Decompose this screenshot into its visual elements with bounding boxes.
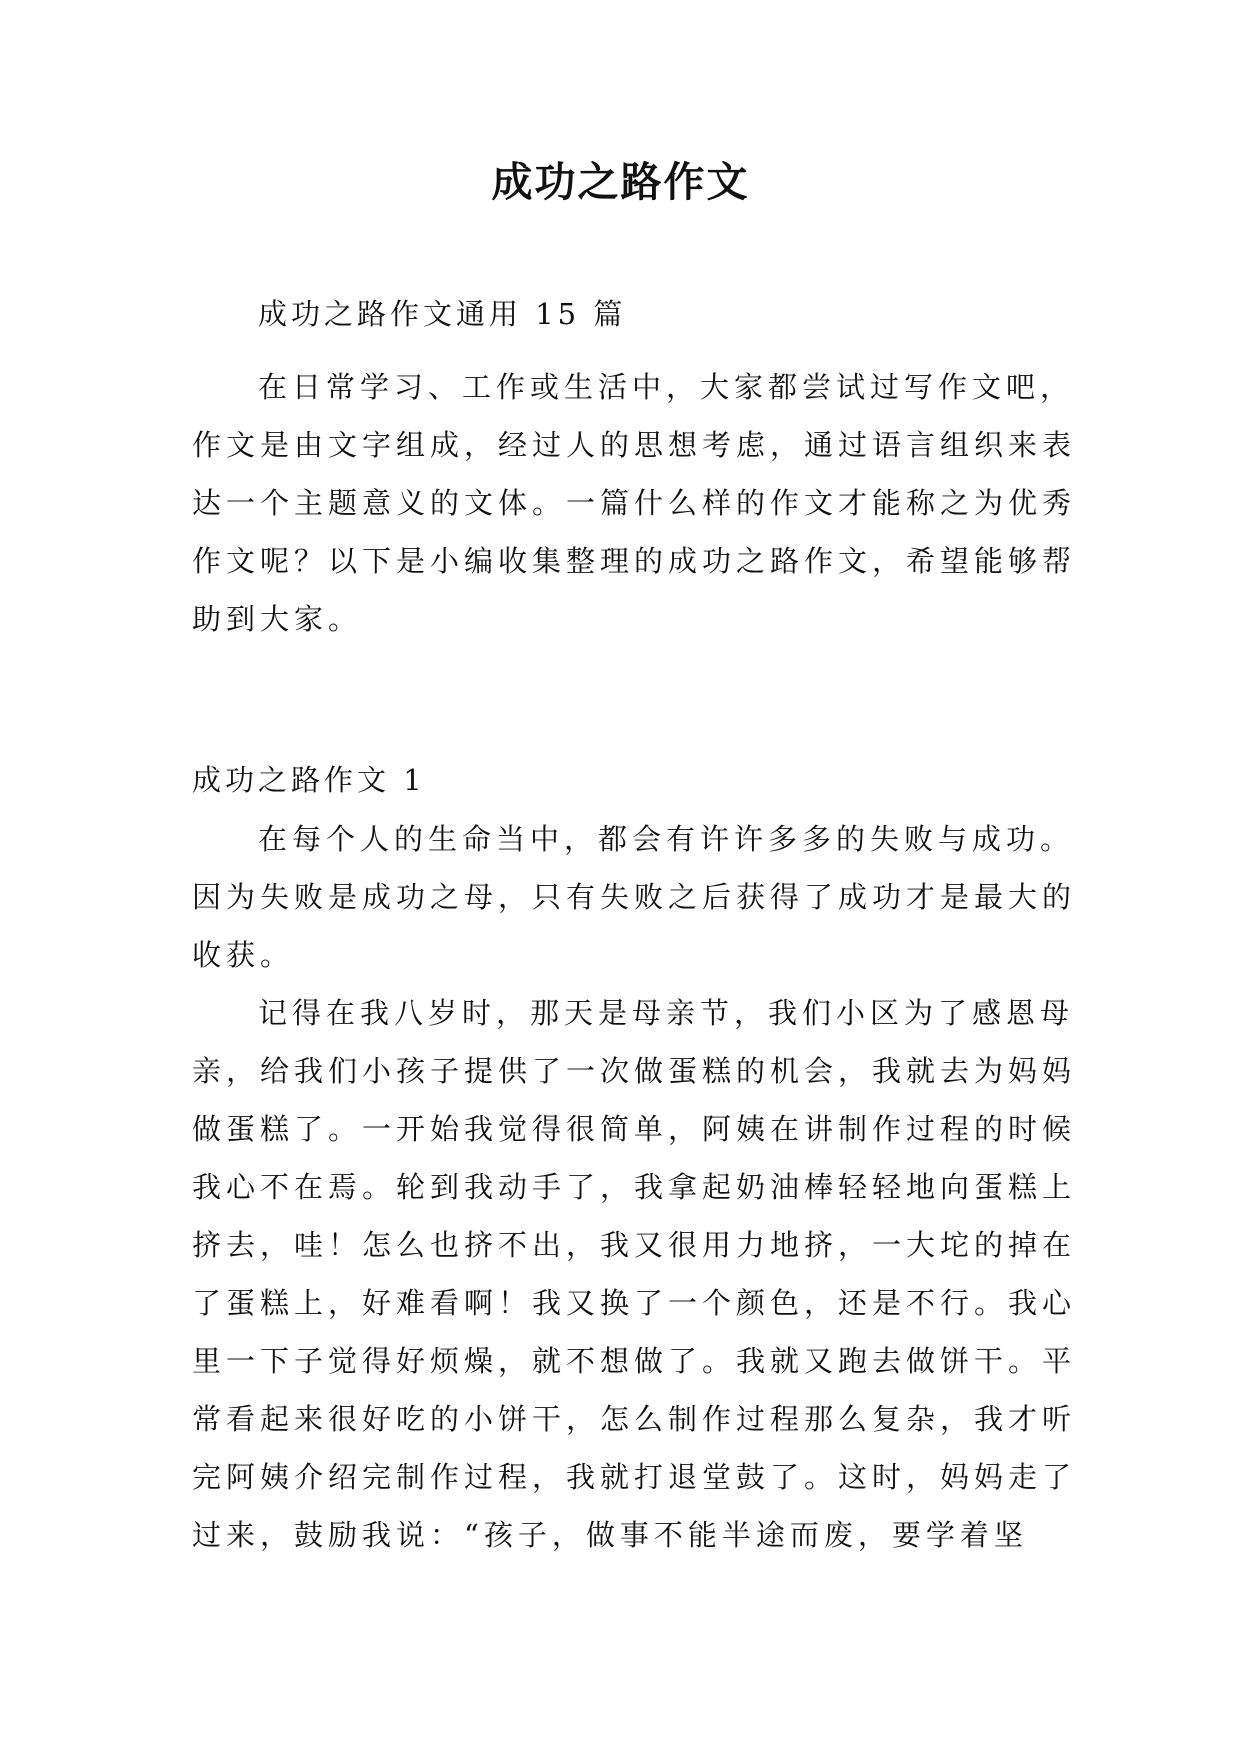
paragraph-line: 亲，给我们小孩子提供了一次做蛋糕的机会，我就去为妈妈 xyxy=(192,1054,1077,1088)
paragraph-line: 记得在我八岁时，那天是母亲节，我们小区为了感恩母 xyxy=(258,996,1075,1030)
intro-line: 达一个主题意义的文体。一篇什么样的作文才能称之为优秀 xyxy=(192,486,1077,520)
document-title: 成功之路作文 xyxy=(491,158,750,206)
paragraph-line: 了蛋糕上，好难看啊！我又换了一个颜色，还是不行。我心 xyxy=(192,1286,1077,1320)
document-subtitle: 成功之路作文通用 15 篇 xyxy=(258,297,627,331)
paragraph-line: 过来，鼓励我说：“孩子，做事不能半途而废，要学着坚 xyxy=(192,1518,1028,1552)
intro-line: 作文是由文字组成，经过人的思想考虑，通过语言组织来表 xyxy=(192,428,1077,462)
section-heading: 成功之路作文 1 xyxy=(192,763,426,797)
section1-paragraph-2 xyxy=(192,984,1077,1564)
intro-line: 助到大家。 xyxy=(192,602,363,636)
paragraph-line: 因为失败是成功之母，只有失败之后获得了成功才是最大的 xyxy=(192,880,1077,914)
paragraph-line: 收获。 xyxy=(192,938,295,972)
paragraph-line: 挤去，哇！怎么也挤不出，我又很用力地挤，一大坨的掉在 xyxy=(192,1228,1077,1262)
paragraph-line: 里一下子觉得好烦燥，就不想做了。我就又跑去做饼干。平 xyxy=(192,1344,1077,1378)
intro-line: 在日常学习、工作或生活中，大家都尝试过写作文吧， xyxy=(258,370,1075,404)
paragraph-line: 我心不在焉。轮到我动手了，我拿起奶油棒轻轻地向蛋糕上 xyxy=(192,1170,1077,1204)
intro-line: 作文呢？以下是小编收集整理的成功之路作文，希望能够帮 xyxy=(192,544,1077,578)
intro-paragraph xyxy=(192,358,1077,648)
paragraph-line: 完阿姨介绍完制作过程，我就打退堂鼓了。这时，妈妈走了 xyxy=(192,1460,1077,1494)
paragraph-line: 做蛋糕了。一开始我觉得很简单，阿姨在讲制作过程的时候 xyxy=(192,1112,1077,1146)
paragraph-line: 常看起来很好吃的小饼干，怎么制作过程那么复杂，我才听 xyxy=(192,1402,1077,1436)
section1-paragraph-1 xyxy=(192,810,1077,984)
paragraph-line: 在每个人的生命当中，都会有许许多多的失败与成功。 xyxy=(258,822,1075,856)
